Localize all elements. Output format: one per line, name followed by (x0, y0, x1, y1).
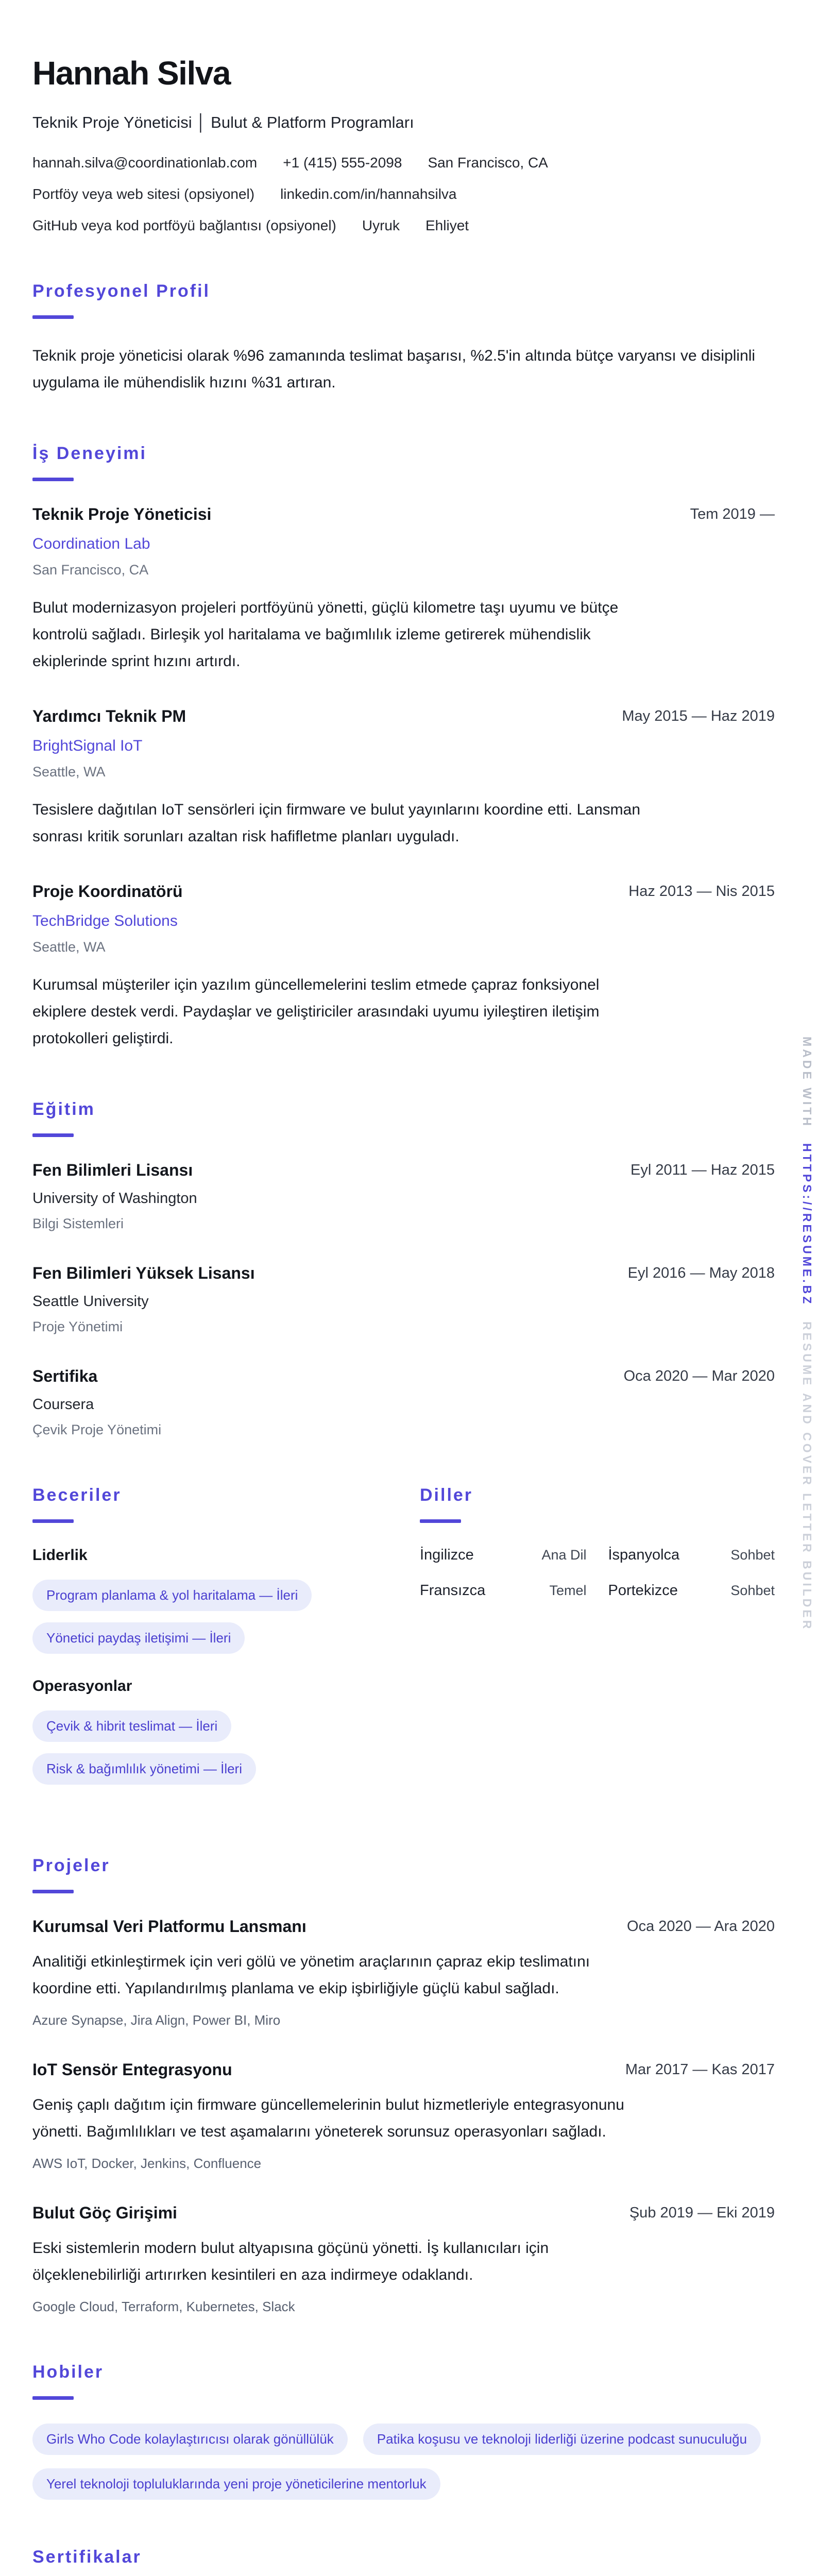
section-underline (32, 1133, 74, 1137)
project-tools: Azure Synapse, Jira Align, Power BI, Miro (32, 2012, 281, 2028)
contact-row (32, 155, 775, 171)
language-name: İngilizce (420, 1547, 474, 1564)
contact-row (32, 217, 775, 234)
skill-pill-list (32, 1710, 388, 1785)
section-profile-heading: Profesyonel Profil (32, 281, 210, 301)
project-list (32, 1917, 775, 2315)
watermark-suffix: RESUME AND COVER LETTER BUILDER (800, 1321, 814, 1632)
education-dates: Eyl 2016 — May 2018 (627, 1265, 775, 1282)
contact-item: Portföy veya web sitesi (opsiyonel) (32, 186, 255, 202)
project-dates: Şub 2019 — Eki 2019 (629, 2205, 775, 2222)
section-underline (420, 1519, 461, 1523)
skill-group (32, 1547, 388, 1654)
section-underline (32, 478, 74, 481)
language-grid (420, 1547, 775, 1599)
candidate-headline: Teknik Proje Yöneticisi │ Bulut & Platform Programları (32, 113, 414, 132)
degree-title: Fen Bilimleri Lisansı (32, 1161, 193, 1180)
language-level: Sohbet (730, 1547, 775, 1563)
degree-title: Fen Bilimleri Yüksek Lisansı (32, 1264, 255, 1283)
experience-list (32, 505, 775, 1052)
project-tools: Google Cloud, Terraform, Kubernetes, Slack (32, 2299, 295, 2315)
section-projects (32, 1856, 775, 2315)
section-projects-heading: Projeler (32, 1856, 110, 1876)
job-description: Bulut modernizasyon projeleri portföyünü yönetti, güçlü kilometre taşı uyumu ve bütçe kontrolü sağladı. Birleşik yol haritalama ve bağımlılık izleme getirerek mühendislik ekiplerinde sprint hızını artırdı. (32, 599, 619, 670)
job-dates: Tem 2019 — (690, 506, 775, 523)
project-dates: Mar 2017 — Kas 2017 (625, 2061, 775, 2078)
job-location: Seattle, WA (32, 939, 106, 955)
field-of-study: Proje Yönetimi (32, 1319, 123, 1335)
skill-group-title: Operasyonlar (32, 1677, 132, 1695)
field-of-study: Çevik Proje Yönetimi (32, 1422, 162, 1438)
job-company-link[interactable]: Coordination Lab (32, 535, 150, 553)
project-description: Geniş çaplı dağıtım için firmware güncellemelerinin bulut hizmetleriyle entegrasyonunu yönetti. Bağımlılıkları ve test aşamalarını yöneterek sorunsuz operasyonları sağladı. (32, 2096, 624, 2141)
section-underline (32, 315, 74, 319)
skill-pill-list (32, 1580, 388, 1654)
skill-group (32, 1677, 388, 1785)
contact-item: Uyruk (362, 217, 400, 234)
language-entry (608, 1547, 775, 1564)
section-certifications (32, 2547, 775, 2576)
job-location: San Francisco, CA (32, 562, 149, 578)
contact-row (32, 186, 775, 202)
contact-item: linkedin.com/in/hannahsilva (280, 186, 457, 202)
contact-item: hannah.silva@coordinationlab.com (32, 155, 258, 171)
language-level: Sohbet (730, 1583, 775, 1599)
school-name: Coursera (32, 1396, 94, 1413)
section-hobbies (32, 2362, 775, 2500)
section-skills (32, 1485, 388, 1808)
job-title: Teknik Proje Yöneticisi (32, 505, 212, 524)
job-dates: May 2015 — Haz 2019 (622, 708, 775, 725)
contact-item: San Francisco, CA (428, 155, 548, 171)
section-certifications-heading: Sertifikalar (32, 2547, 142, 2567)
language-entry (420, 1582, 587, 1599)
hobby-pill: Yerel teknoloji topluluklarında yeni proje yöneticilerine mentorluk (32, 2468, 440, 2500)
school-name: Seattle University (32, 1293, 149, 1310)
language-name: İspanyolca (608, 1547, 680, 1564)
project-title: IoT Sensör Entegrasyonu (32, 2060, 232, 2079)
skill-groups (32, 1547, 388, 1785)
education-entry (32, 1264, 775, 1335)
job-entry (32, 505, 775, 675)
education-entry (32, 1161, 775, 1232)
section-experience (32, 444, 775, 1052)
watermark (800, 1037, 814, 1655)
project-entry (32, 1917, 775, 2028)
profile-summary: Teknik proje yöneticisi olarak %96 zamanında teslimat başarısı, %2.5'in altında bütçe varyansı ve disiplinli uygulama ile mühendislik hızını %31 artıran. (32, 347, 756, 392)
field-of-study: Bilgi Sistemleri (32, 1216, 124, 1232)
section-languages (420, 1485, 775, 1808)
hobby-pill: Girls Who Code kolaylaştırıcısı olarak gönüllülük (32, 2424, 348, 2455)
watermark-made-with: MADE WITH (800, 1037, 814, 1128)
school-name: University of Washington (32, 1190, 197, 1207)
language-name: Fransızca (420, 1582, 486, 1599)
skill-pill: Çevik & hibrit teslimat — İleri (32, 1710, 231, 1742)
contact-item: GitHub veya kod portföyü bağlantısı (opsiyonel) (32, 217, 336, 234)
project-title: Bulut Göç Girişimi (32, 2204, 177, 2223)
language-level: Ana Dil (541, 1547, 587, 1563)
education-entry (32, 1367, 775, 1438)
job-company-link[interactable]: BrightSignal IoT (32, 737, 143, 755)
skill-group-title: Liderlik (32, 1547, 88, 1564)
job-title: Yardımcı Teknik PM (32, 707, 186, 726)
section-skills-heading: Beceriler (32, 1485, 122, 1505)
job-location: Seattle, WA (32, 764, 106, 780)
contact-item: Ehliyet (425, 217, 469, 234)
contact-block (32, 155, 775, 234)
job-entry (32, 882, 775, 1052)
candidate-name: Hannah Silva (32, 54, 230, 92)
job-entry (32, 707, 775, 850)
skills-languages-columns (32, 1485, 775, 1808)
job-description: Kurumsal müşteriler için yazılım güncellemelerini teslim etmede çapraz fonksiyonel ekiplere destek verdi. Paydaşlar ve geliştiriciler arasındaki uyumu iyileştiren iletişim protokolleri geliştirdi. (32, 976, 600, 1047)
section-experience-heading: İş Deneyimi (32, 444, 147, 464)
section-underline (32, 1890, 74, 1893)
section-languages-heading: Diller (420, 1485, 473, 1505)
section-underline (32, 1519, 74, 1523)
watermark-url-link[interactable]: HTTPS://RESUME.BZ (800, 1143, 814, 1307)
project-entry (32, 2204, 775, 2315)
language-entry (608, 1582, 775, 1599)
hobby-pill: Patika koşusu ve teknoloji liderliği üzerine podcast sunuculuğu (363, 2424, 761, 2455)
skill-pill: Program planlama & yol haritalama — İleri (32, 1580, 312, 1611)
project-description: Eski sistemlerin modern bulut altyapısına göçünü yönetti. İş kullanıcıları için ölçeklenebilirliği artırırken kesintileri en aza indirmeye odaklandı. (32, 2240, 549, 2284)
section-hobbies-heading: Hobiler (32, 2362, 104, 2382)
job-company-link[interactable]: TechBridge Solutions (32, 912, 178, 930)
education-list (32, 1161, 775, 1438)
skill-pill: Yönetici paydaş iletişimi — İleri (32, 1622, 245, 1654)
job-description: Tesislere dağıtılan IoT sensörleri için firmware ve bulut yayınlarını koordine etti. Lansman sonrası kritik sorunları azaltan risk hafifletme planları uyguladı. (32, 801, 641, 845)
language-name: Portekizce (608, 1582, 678, 1599)
resume-header (32, 55, 775, 234)
skill-pill: Risk & bağımlılık yönetimi — İleri (32, 1753, 256, 1785)
section-profile (32, 281, 775, 396)
language-level: Temel (549, 1583, 587, 1599)
education-dates: Eyl 2011 — Haz 2015 (630, 1162, 775, 1179)
project-tools: AWS IoT, Docker, Jenkins, Confluence (32, 2156, 262, 2172)
section-education-heading: Eğitim (32, 1099, 95, 1120)
hobby-pill-list (32, 2424, 764, 2500)
project-entry (32, 2060, 775, 2172)
section-underline (32, 2396, 74, 2400)
job-dates: Haz 2013 — Nis 2015 (628, 883, 775, 900)
project-dates: Oca 2020 — Ara 2020 (627, 1918, 775, 1935)
contact-item: +1 (415) 555-2098 (283, 155, 402, 171)
project-title: Kurumsal Veri Platformu Lansmanı (32, 1917, 306, 1936)
section-education (32, 1099, 775, 1438)
job-title: Proje Koordinatörü (32, 882, 183, 901)
education-dates: Oca 2020 — Mar 2020 (623, 1368, 775, 1385)
project-description: Analitiği etkinleştirmek için veri gölü ve yönetim araçlarının çapraz ekip teslimatını koordine etti. Yapılandırılmış planlama ve ekip işbirliğiyle güçlü kabul sağladı. (32, 1953, 590, 1997)
degree-title: Sertifika (32, 1367, 98, 1386)
language-entry (420, 1547, 587, 1564)
